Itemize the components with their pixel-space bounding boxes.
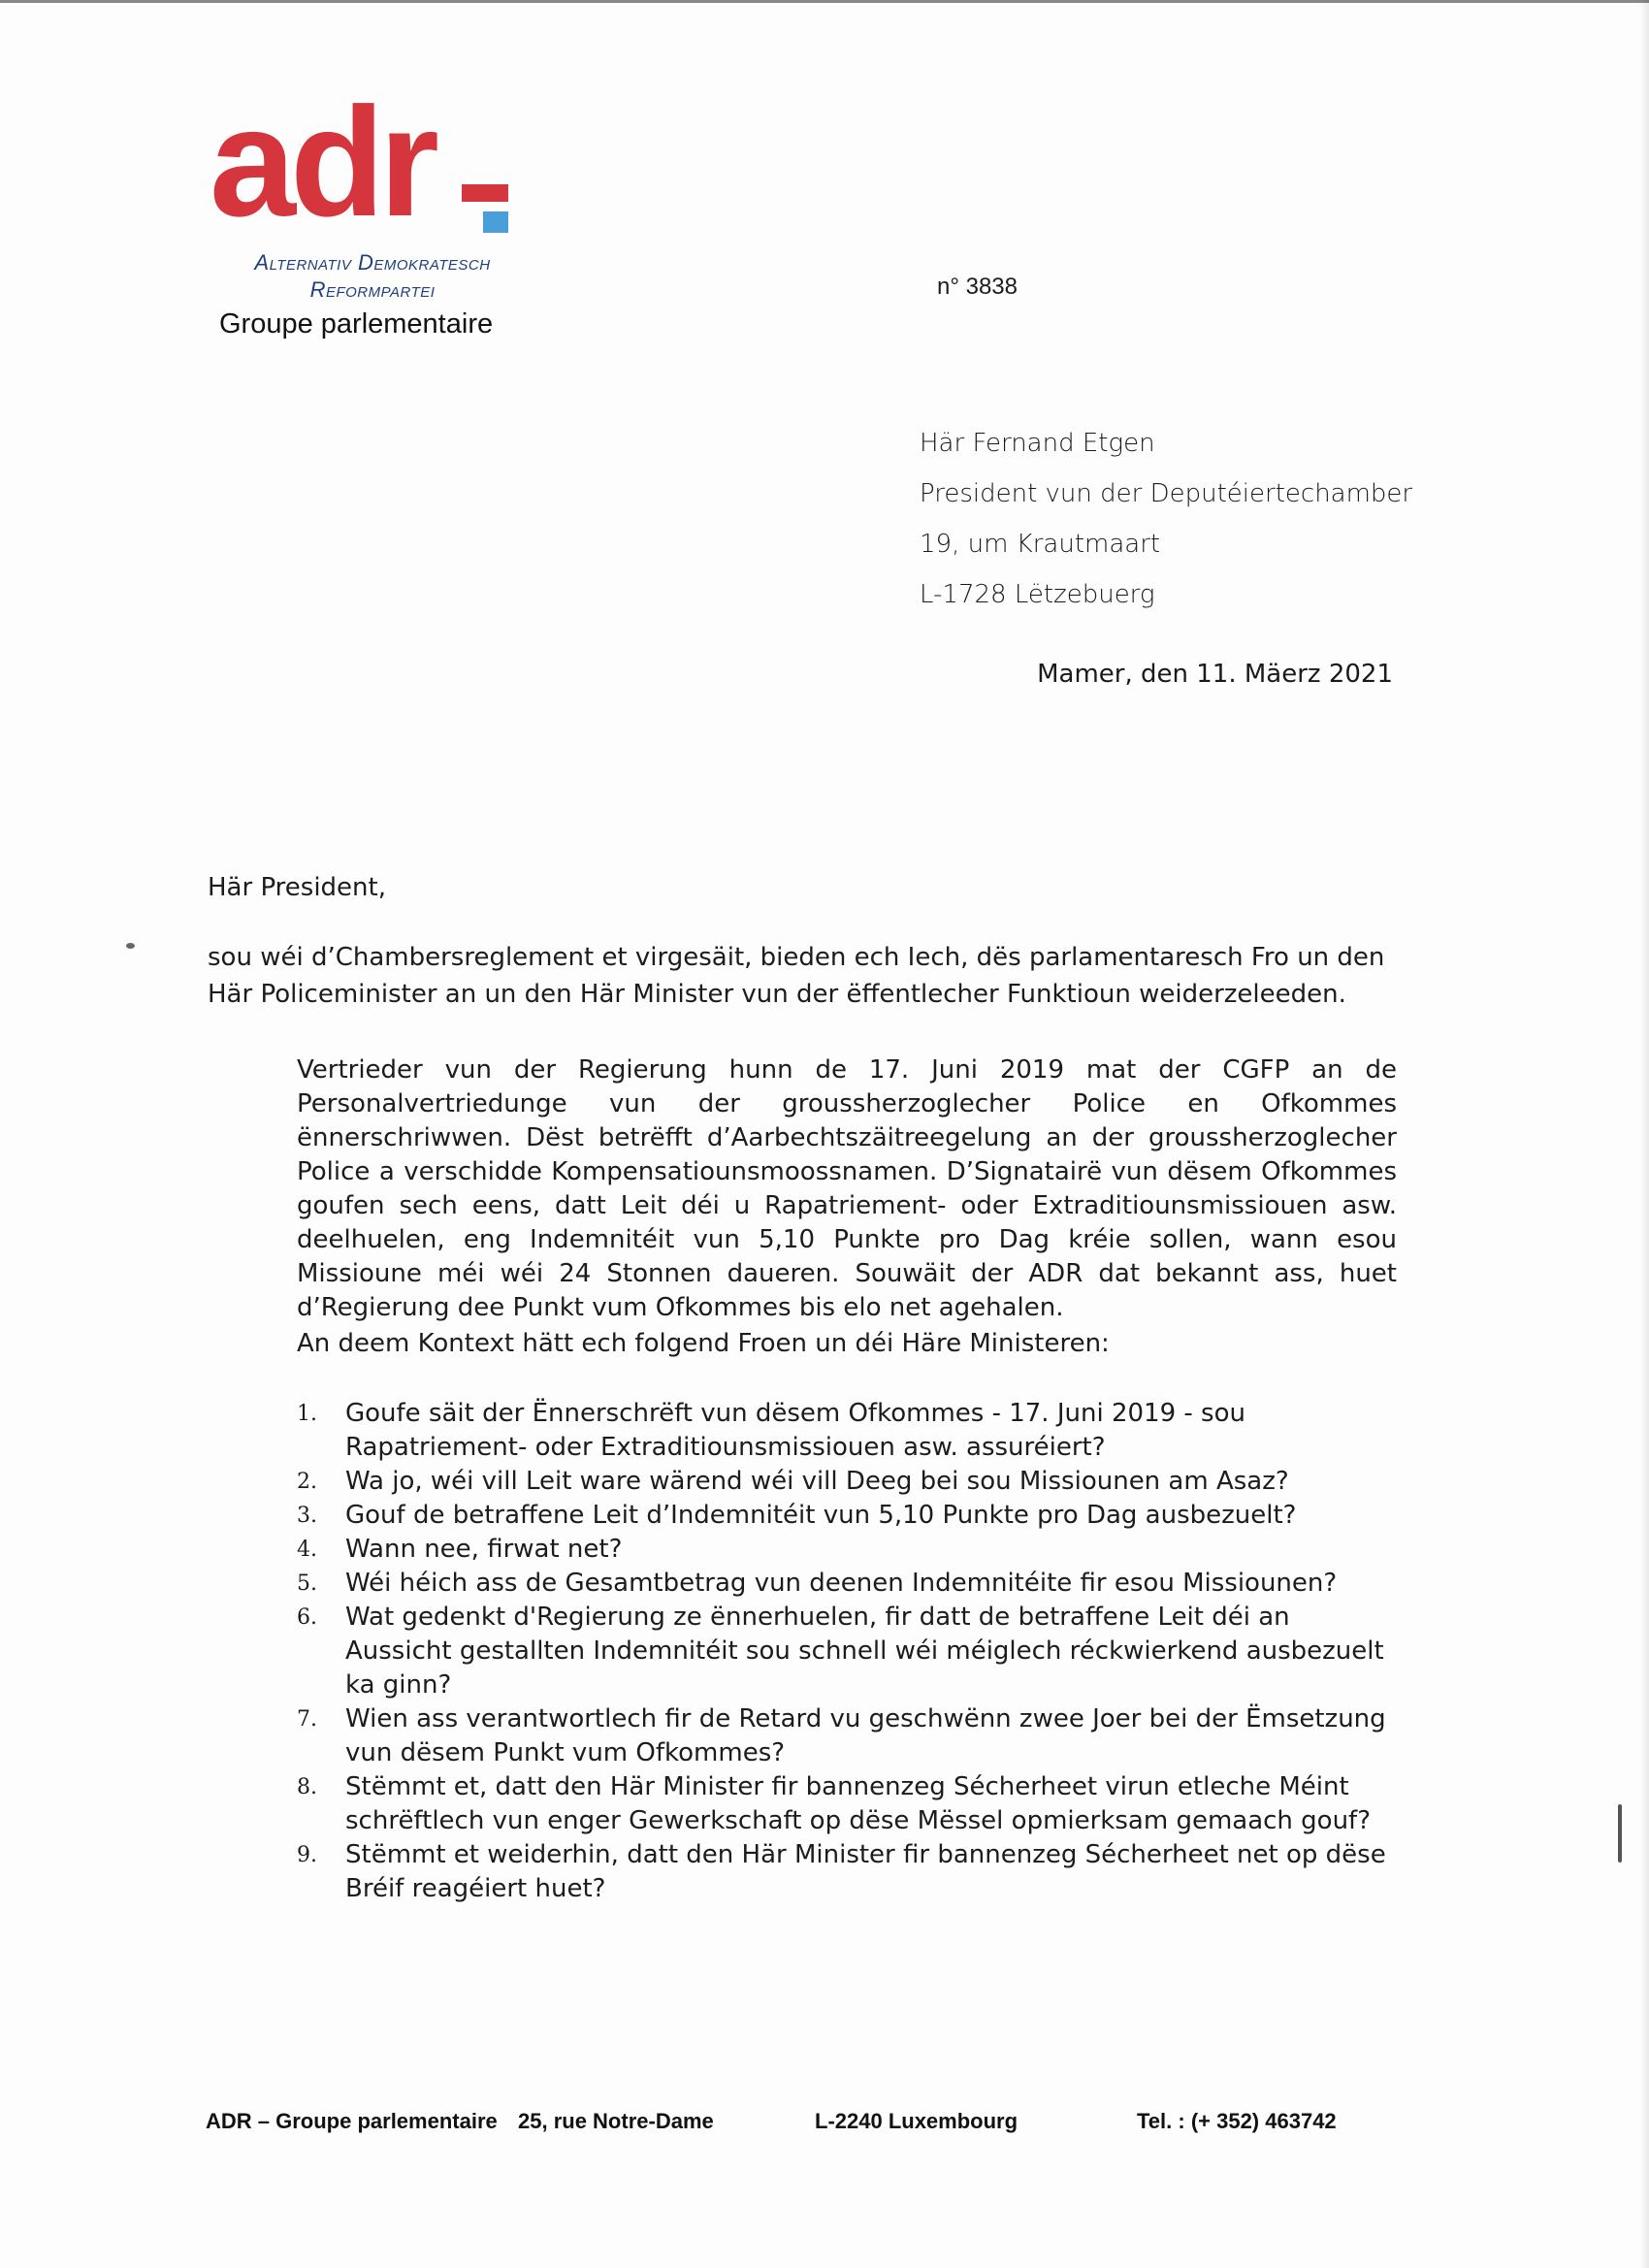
salutation: Här President, bbox=[208, 873, 386, 902]
scan-mark bbox=[1618, 1804, 1622, 1863]
logo-red-block bbox=[462, 184, 508, 202]
question-text: Wann nee, firwat net? bbox=[345, 1535, 623, 1564]
question-number: 9. bbox=[297, 1843, 317, 1867]
question-text: Goufe säit der Ënnerschrëft vun dësem Ofkommes - 17. Juni 2019 - sou Rapatriement- oder Extraditiounsmissiouen asw. assuréiert? bbox=[345, 1399, 1245, 1462]
question-item bbox=[297, 1702, 1397, 1770]
question-number: 4. bbox=[297, 1538, 317, 1562]
logo-blue-block bbox=[483, 211, 508, 233]
footer-phone: Tel. : (+ 352) 463742 bbox=[1137, 2109, 1337, 2133]
question-text: Wa jo, wéi vill Leit ware wärend wéi vill Deeg bei sou Missiounen am Asaz? bbox=[345, 1467, 1289, 1496]
question-item bbox=[297, 1499, 1397, 1533]
addressee-city: L-1728 Lëtzebuerg bbox=[920, 580, 1155, 609]
question-number: 7. bbox=[297, 1707, 317, 1732]
context-sentence: An deem Kontext hätt ech folgend Froen un déi Häre Ministeren: bbox=[297, 1329, 1110, 1358]
logo-tagline-line1: Alternativ Demokratesch bbox=[254, 250, 491, 275]
footer-city: L-2240 Luxembourg bbox=[815, 2109, 1018, 2133]
question-number: 1. bbox=[297, 1402, 317, 1426]
footer-street: 25, rue Notre-Dame bbox=[518, 2109, 714, 2133]
question-number: 2. bbox=[297, 1470, 317, 1494]
question-item bbox=[297, 1465, 1397, 1499]
scan-edge-right bbox=[1639, 0, 1649, 2268]
question-item bbox=[297, 1397, 1397, 1465]
question-list bbox=[297, 1397, 1397, 1906]
question-reference-number: n° 3838 bbox=[937, 274, 1018, 300]
question-item bbox=[297, 1770, 1397, 1838]
letter-date: Mamer, den 11. Mäerz 2021 bbox=[1037, 660, 1393, 689]
scan-speck bbox=[126, 943, 135, 949]
question-number: 5. bbox=[297, 1571, 317, 1596]
group-heading: Groupe parlementaire bbox=[219, 308, 494, 340]
question-number: 6. bbox=[297, 1605, 317, 1630]
question-item bbox=[297, 1838, 1397, 1906]
question-text: Stëmmt et, datt den Här Minister fir bannenzeg Sécherheet virun etleche Méint schrëftlech vun enger Gewerkschaft op dëse Mëssel opmierksam gemaach gouf? bbox=[345, 1772, 1372, 1835]
addressee-title: President vun der Deputéiertechamber bbox=[920, 479, 1413, 508]
logo-tagline-line2: Reformpartei bbox=[309, 277, 436, 302]
question-text: Stëmmt et weiderhin, datt den Här Minister fir bannenzeg Sécherheet net op dëse Bréif reagéiert huet? bbox=[345, 1840, 1386, 1903]
intro-paragraph: sou wéi d’Chambersreglement et virgesäit, bieden ech Iech, dës parlamentaresch Fro un den Här Policeminister an un den Här Minister vun der ëffentlecher Funktioun weiderzeleeden. bbox=[208, 943, 1385, 1009]
question-item bbox=[297, 1601, 1397, 1702]
question-text: Gouf de betraffene Leit d’Indemnitéit vun 5,10 Punkte pro Dag ausbezuelt? bbox=[345, 1501, 1297, 1530]
question-text: Wéi héich ass de Gesamtbetrag vun deenen Indemnitéite fir esou Missiounen? bbox=[345, 1569, 1338, 1598]
question-number: 3. bbox=[297, 1504, 317, 1528]
question-text: Wien ass verantwortlech fir de Retard vu geschwënn zwee Joer bei der Ëmsetzung vun dësem Punkt vum Ofkommes? bbox=[345, 1704, 1386, 1767]
addressee-name: Här Fernand Etgen bbox=[920, 429, 1155, 458]
party-logo-word: adr bbox=[210, 75, 434, 248]
question-text: Wat gedenkt d'Regierung ze ënnerhuelen, fir datt de betraffene Leit déi an Aussicht gestallten Indemnitéit sou schnell wéi méiglech réckwierkend ausbezuelt ka ginn? bbox=[345, 1603, 1384, 1700]
question-number: 8. bbox=[297, 1775, 317, 1799]
scan-edge-top bbox=[0, 0, 1649, 3]
body-paragraph: Vertrieder vun der Regierung hunn de 17. Juni 2019 mat der CGFP an de Personalvertriedunge vun der groussherzoglecher Police en Ofkommes ënnerschriwwen. Dëst betrëfft d’Aarbechtszäitreegelung an der groussherzoglecher Police a verschidde Kompensatiounsmoossnamen. D’Signatairë vun dësem Ofkommes goufen sech eens, datt Leit déi u Rapatriement- oder Extraditiounsmissiouen asw. deelhuelen, eng Indemnitéit vun 5,10 Punkte pro Dag kréie sollen, wann esou Missioune méi wéi 24 Stonnen daueren. Souwäit der ADR dat bekannt ass, huet d’Regierung dee Punkt vum Ofkommes bis elo net agehalen. bbox=[297, 1055, 1397, 1322]
question-item bbox=[297, 1567, 1397, 1601]
footer-organisation: ADR – Groupe parlementaire bbox=[206, 2109, 498, 2133]
question-item bbox=[297, 1533, 1397, 1567]
addressee-street: 19, um Krautmaart bbox=[920, 530, 1161, 559]
